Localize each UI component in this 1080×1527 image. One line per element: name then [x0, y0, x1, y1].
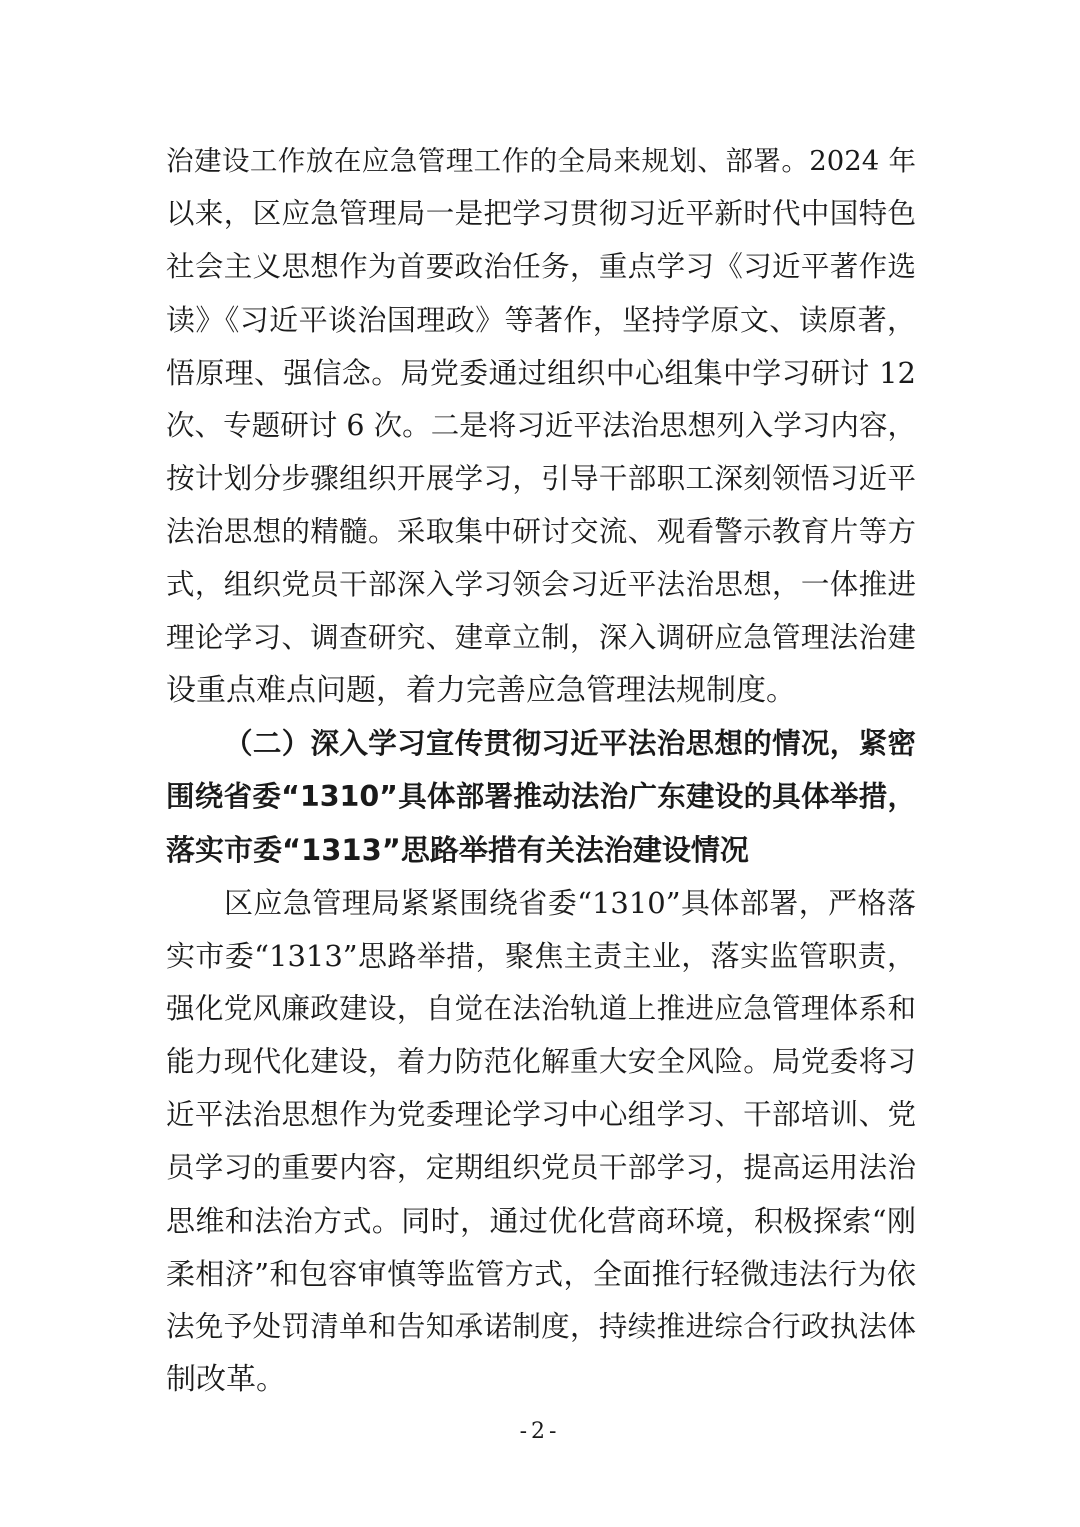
text-line: 强化党风廉政建设，自觉在法治轨道上推进应急管理体系和 [166, 992, 916, 1025]
heading-line: 落实市委“1313”思路举措有关法治建设情况 [166, 833, 749, 867]
text-line: 员学习的重要内容，定期组织党员干部学习，提高运用法治 [166, 1151, 916, 1184]
text-line: 式，组织党员干部深入学习领会习近平法治思想，一体推进 [166, 568, 916, 601]
heading-line: （二）深入学习宣传贯彻习近平法治思想的情况，紧密 [224, 727, 916, 760]
text-line: 读》《习近平谈治国理政》等著作，坚持学原文、读原著， [166, 303, 916, 337]
heading-line: 围绕省委“1310”具体部署推动法治广东建设的具体举措， [166, 780, 916, 813]
text-line: 近平法治思想作为党委理论学习中心组学习、干部培训、党 [166, 1098, 916, 1131]
text-line: 按计划分步骤组织开展学习，引导干部职工深刻领悟习近平 [166, 462, 916, 495]
text-line: 治建设工作放在应急管理工作的全局来规划、部署。2024 年 [166, 145, 916, 177]
text-line: 实市委“1313”思路举措，聚焦主责主业，落实监管职责， [166, 939, 916, 973]
text-line: 设重点难点问题，着力完善应急管理法规制度。 [166, 673, 796, 708]
text-line: 法免予处罚清单和告知承诺制度，持续推进综合行政执法体 [166, 1310, 916, 1343]
text-line: 次、专题研讨 6 次。二是将习近平法治思想列入学习内容， [166, 409, 916, 442]
text-line: 社会主义思想作为首要政治任务，重点学习《习近平著作选 [166, 250, 916, 283]
text-line: 制改革。 [166, 1362, 286, 1397]
page-number: -2- [519, 1419, 561, 1444]
text-line: 柔相济”和包容审慎等监管方式，全面推行轻微违法行为依 [166, 1257, 916, 1291]
text-line: 能力现代化建设，着力防范化解重大安全风险。局党委将习 [166, 1045, 916, 1078]
text-line: 区应急管理局紧紧围绕省委“1310”具体部署，严格落 [224, 886, 916, 920]
text-line: 思维和法治方式。同时，通过优化营商环境，积极探索“刚 [166, 1204, 916, 1238]
text-line: 以来，区应急管理局一是把学习贯彻习近平新时代中国特色 [166, 197, 916, 230]
text-line: 悟原理、强信念。局党委通过组织中心组集中学习研讨 12 [166, 356, 916, 390]
text-line: 法治思想的精髓。采取集中研讨交流、观看警示教育片等方 [166, 515, 916, 548]
text-line: 理论学习、调查研究、建章立制，深入调研应急管理法治建 [166, 621, 916, 654]
